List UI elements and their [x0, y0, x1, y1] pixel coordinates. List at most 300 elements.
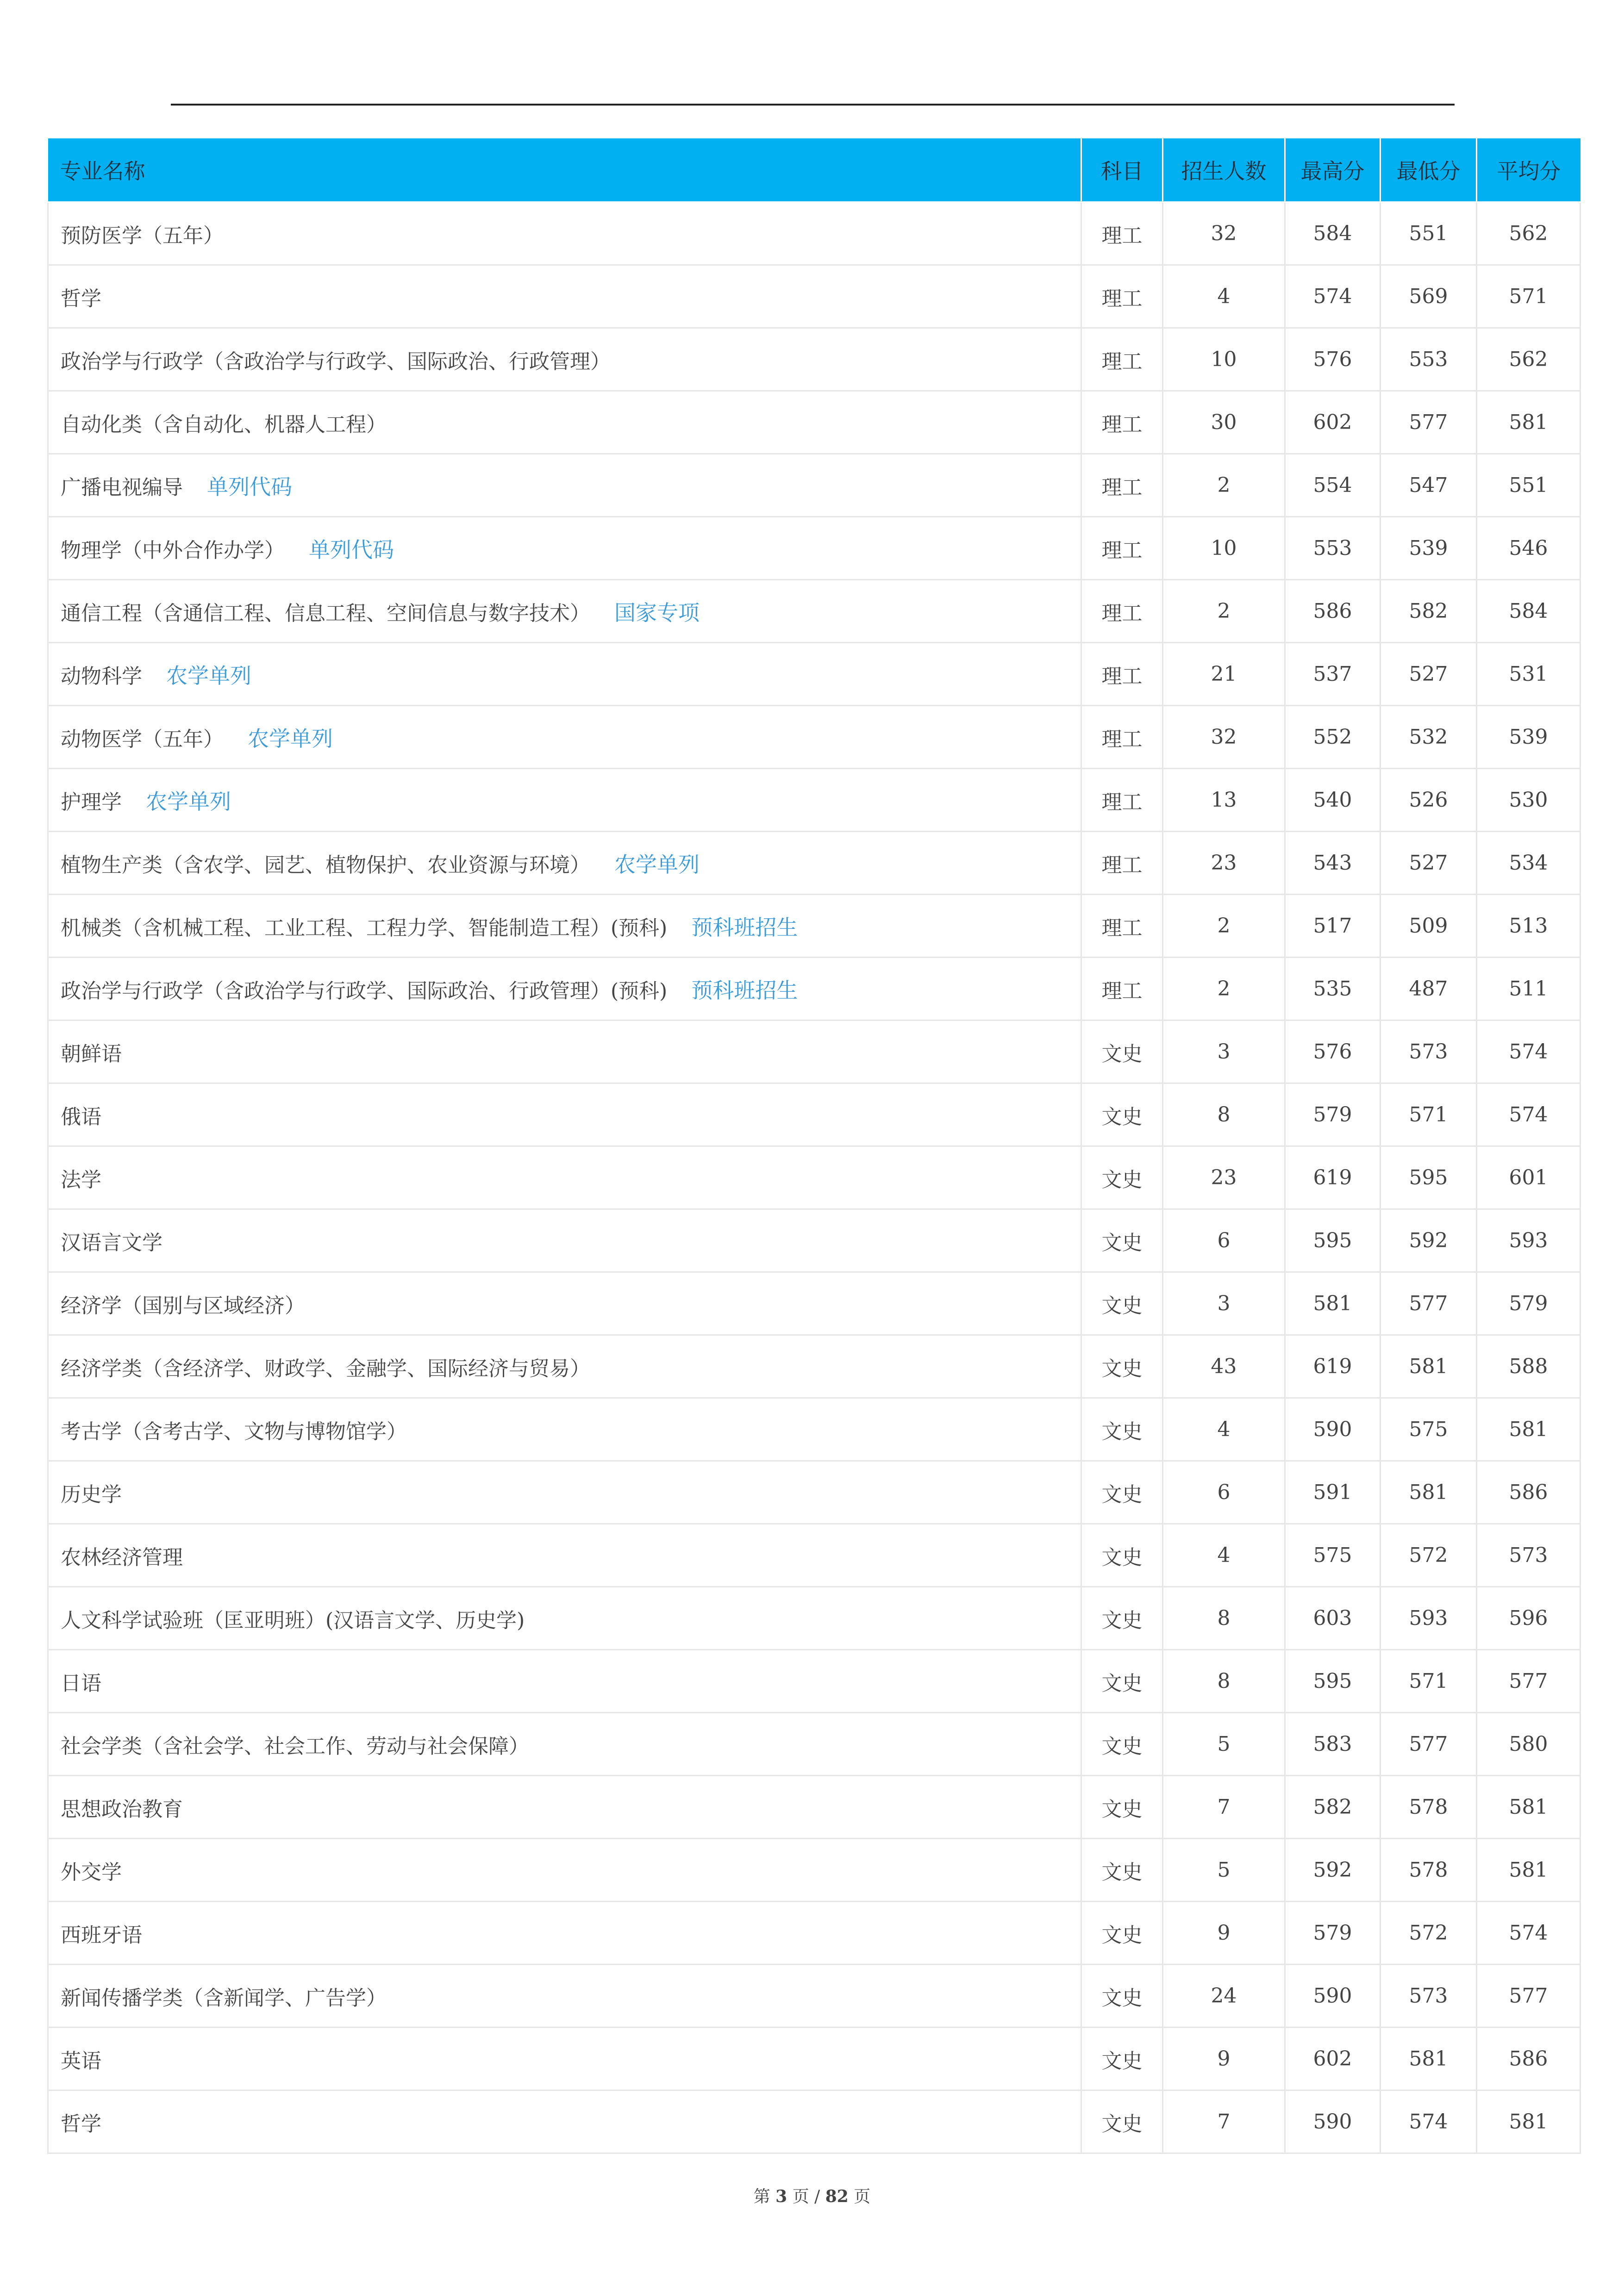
table-row: [48, 1713, 1580, 1776]
col-header-enrollment: 招生人数: [1163, 138, 1285, 202]
avg-score-cell: [1477, 1776, 1580, 1839]
subject-cell: [1081, 517, 1163, 580]
avg-score-cell: [1477, 1650, 1580, 1713]
major-name-cell-text: 新闻传播学类（含新闻学、广告学）: [61, 1986, 387, 2010]
major-name-cell: [48, 517, 1081, 580]
max-score-cell: [1285, 1776, 1380, 1839]
max-score-cell: [1285, 1461, 1380, 1524]
max-score-cell-text: 517: [1313, 914, 1352, 938]
avg-score-cell-text: 581: [1509, 1795, 1548, 1819]
enrollment-cell: [1163, 1272, 1285, 1335]
major-name-cell: [48, 706, 1081, 769]
enrollment-type-tag: 单列代码: [309, 537, 394, 562]
subject-cell-text: 理工: [1101, 538, 1143, 562]
max-score-cell-text: 554: [1313, 473, 1352, 497]
max-score-cell: [1285, 958, 1380, 1020]
min-score-cell: [1380, 2028, 1477, 2091]
table-row: [48, 2028, 1580, 2091]
major-name-cell: [48, 958, 1081, 1020]
subject-cell-text: 理工: [1101, 664, 1143, 688]
major-name-cell-text: 政治学与行政学（含政治学与行政学、国际政治、行政管理）: [61, 349, 611, 373]
max-score-cell: [1285, 1398, 1380, 1461]
max-score-cell-text: 579: [1313, 1921, 1352, 1945]
avg-score-cell: [1477, 1209, 1580, 1272]
min-score-cell-text: 571: [1409, 1669, 1448, 1693]
min-score-cell-text: 593: [1409, 1606, 1448, 1630]
avg-score-cell-text: 588: [1509, 1355, 1548, 1378]
subject-cell-text: 文史: [1101, 1545, 1143, 1569]
enrollment-cell-text: 8: [1217, 1606, 1230, 1630]
max-score-cell-text: 602: [1313, 2047, 1352, 2071]
major-name-cell-text: 朝鲜语: [61, 1042, 122, 1066]
max-score-cell-text: 575: [1313, 1543, 1352, 1567]
major-name-cell: [48, 2091, 1081, 2153]
table-row: [48, 1020, 1580, 1083]
max-score-cell: [1285, 2091, 1380, 2153]
major-name-cell-text: 自动化类（含自动化、机器人工程）: [61, 412, 387, 436]
enrollment-cell: [1163, 202, 1285, 265]
avg-score-cell-text: 562: [1509, 222, 1548, 245]
max-score-cell: [1285, 832, 1380, 895]
min-score-cell: [1380, 1335, 1477, 1398]
avg-score-cell-text: 581: [1509, 411, 1548, 434]
major-name-cell-text: 动物科学: [61, 664, 142, 688]
max-score-cell: [1285, 1587, 1380, 1650]
table-row: [48, 706, 1580, 769]
major-name-cell: [48, 769, 1081, 832]
max-score-cell-text: 595: [1313, 1229, 1352, 1252]
subject-cell-text: 文史: [1101, 1042, 1143, 1066]
enrollment-cell-text: 2: [1217, 914, 1230, 938]
avg-score-cell-text: 584: [1509, 599, 1548, 623]
table-row: [48, 1776, 1580, 1839]
major-name-cell-text: 机械类（含机械工程、工业工程、工程力学、智能制造工程）(预科): [61, 916, 668, 940]
enrollment-cell: [1163, 580, 1285, 643]
avg-score-cell-text: 551: [1509, 473, 1548, 497]
major-name-cell-text: 植物生产类（含农学、园艺、植物保护、农业资源与环境）: [61, 853, 590, 877]
major-name-cell-text: 人文科学试验班（匡亚明班）(汉语言文学、历史学): [61, 1608, 525, 1632]
enrollment-cell: [1163, 1146, 1285, 1209]
avg-score-cell: [1477, 2091, 1580, 2153]
max-score-cell-text: 576: [1313, 348, 1352, 371]
max-score-cell-text: 543: [1313, 851, 1352, 875]
avg-score-cell-text: 577: [1509, 1984, 1548, 2008]
avg-score-cell: [1477, 832, 1580, 895]
min-score-cell: [1380, 1524, 1477, 1587]
enrollment-cell: [1163, 1839, 1285, 1902]
avg-score-cell-text: 534: [1509, 851, 1548, 875]
subject-cell-text: 文史: [1101, 1356, 1143, 1381]
min-score-cell-text: 581: [1409, 1355, 1448, 1378]
subject-cell: [1081, 1650, 1163, 1713]
enrollment-cell: [1163, 1650, 1285, 1713]
major-name-cell: [48, 2028, 1081, 2091]
avg-score-cell: [1477, 706, 1580, 769]
major-name-cell: [48, 1335, 1081, 1398]
subject-cell: [1081, 1335, 1163, 1398]
min-score-cell-text: 551: [1409, 222, 1448, 245]
min-score-cell: [1380, 1713, 1477, 1776]
min-score-cell: [1380, 1398, 1477, 1461]
max-score-cell: [1285, 517, 1380, 580]
min-score-cell: [1380, 769, 1477, 832]
avg-score-cell-text: 586: [1509, 2047, 1548, 2071]
table-row: [48, 1272, 1580, 1335]
avg-score-cell: [1477, 895, 1580, 958]
min-score-cell: [1380, 706, 1477, 769]
subject-cell-text: 文史: [1101, 1860, 1143, 1884]
max-score-cell-text: 586: [1313, 599, 1352, 623]
table-row: [48, 454, 1580, 517]
subject-cell: [1081, 1776, 1163, 1839]
max-score-cell: [1285, 1335, 1380, 1398]
major-name-cell-text: 哲学: [61, 2112, 101, 2136]
subject-cell-text: 理工: [1101, 224, 1143, 248]
avg-score-cell-text: 531: [1509, 662, 1548, 686]
avg-score-cell: [1477, 769, 1580, 832]
max-score-cell-text: 602: [1313, 411, 1352, 434]
subject-cell: [1081, 643, 1163, 706]
subject-cell-text: 文史: [1101, 2049, 1143, 2073]
min-score-cell-text: 582: [1409, 599, 1448, 623]
subject-cell-text: 理工: [1101, 286, 1143, 311]
enrollment-cell-text: 9: [1217, 2047, 1230, 2071]
max-score-cell: [1285, 1272, 1380, 1335]
subject-cell-text: 理工: [1101, 916, 1143, 940]
avg-score-cell: [1477, 2028, 1580, 2091]
table-header-row: [48, 138, 1580, 202]
subject-cell: [1081, 1524, 1163, 1587]
major-name-cell: [48, 1146, 1081, 1209]
min-score-cell: [1380, 643, 1477, 706]
major-name-cell: [48, 1902, 1081, 1965]
enrollment-cell-text: 23: [1211, 1166, 1237, 1189]
subject-cell: [1081, 958, 1163, 1020]
min-score-cell-text: 578: [1409, 1795, 1448, 1819]
enrollment-cell-text: 7: [1217, 2110, 1230, 2134]
enrollment-cell-text: 2: [1217, 473, 1230, 497]
min-score-cell-text: 527: [1409, 662, 1448, 686]
max-score-cell: [1285, 1839, 1380, 1902]
major-name-cell: [48, 832, 1081, 895]
major-name-cell: [48, 1839, 1081, 1902]
table-row: [48, 265, 1580, 328]
subject-cell: [1081, 1713, 1163, 1776]
enrollment-cell-text: 7: [1217, 1795, 1230, 1819]
max-score-cell: [1285, 895, 1380, 958]
min-score-cell-text: 575: [1409, 1418, 1448, 1441]
col-header-max-score: 最高分: [1285, 138, 1380, 202]
max-score-cell-text: 590: [1313, 1418, 1352, 1441]
major-name-cell: [48, 454, 1081, 517]
enrollment-cell: [1163, 2028, 1285, 2091]
enrollment-cell: [1163, 1020, 1285, 1083]
table-row: [48, 2091, 1580, 2153]
table-row: [48, 391, 1580, 454]
enrollment-type-tag: 预科班招生: [691, 977, 798, 1003]
enrollment-cell: [1163, 391, 1285, 454]
max-score-cell-text: 591: [1313, 1481, 1352, 1504]
max-score-cell-text: 535: [1313, 977, 1352, 1001]
min-score-cell-text: 572: [1409, 1543, 1448, 1567]
major-name-cell: [48, 1209, 1081, 1272]
major-name-cell: [48, 1398, 1081, 1461]
table-row: [48, 1461, 1580, 1524]
avg-score-cell-text: 574: [1509, 1921, 1548, 1945]
avg-score-cell-text: 573: [1509, 1543, 1548, 1567]
avg-score-cell-text: 574: [1509, 1040, 1548, 1064]
max-score-cell: [1285, 1083, 1380, 1146]
subject-cell: [1081, 1965, 1163, 2028]
subject-cell-text: 文史: [1101, 1231, 1143, 1255]
page-footer: [0, 2184, 1624, 2207]
min-score-cell-text: 577: [1409, 1732, 1448, 1756]
major-name-cell: [48, 1020, 1081, 1083]
subject-cell: [1081, 1209, 1163, 1272]
min-score-cell: [1380, 1020, 1477, 1083]
min-score-cell: [1380, 1209, 1477, 1272]
col-header-avg-score: 平均分: [1477, 138, 1580, 202]
enrollment-cell-text: 3: [1217, 1292, 1230, 1315]
table-row: [48, 1209, 1580, 1272]
subject-cell: [1081, 769, 1163, 832]
avg-score-cell: [1477, 1083, 1580, 1146]
enrollment-cell: [1163, 1587, 1285, 1650]
subject-cell: [1081, 580, 1163, 643]
min-score-cell: [1380, 1902, 1477, 1965]
enrollment-type-tag: 农学单列: [248, 726, 333, 751]
enrollment-cell-text: 43: [1211, 1355, 1237, 1378]
major-name-cell-text: 社会学类（含社会学、社会工作、劳动与社会保障）: [61, 1734, 529, 1758]
enrollment-cell: [1163, 328, 1285, 391]
enrollment-type-tag: 国家专项: [614, 600, 700, 625]
enrollment-cell-text: 21: [1211, 662, 1237, 686]
table-row: [48, 1587, 1580, 1650]
table-row: [48, 1146, 1580, 1209]
subject-cell: [1081, 895, 1163, 958]
avg-score-cell-text: 581: [1509, 2110, 1548, 2134]
min-score-cell-text: 581: [1409, 1481, 1448, 1504]
max-score-cell-text: 574: [1313, 285, 1352, 308]
min-score-cell-text: 569: [1409, 285, 1448, 308]
major-name-cell: [48, 328, 1081, 391]
enrollment-cell: [1163, 1398, 1285, 1461]
enrollment-cell-text: 32: [1211, 725, 1237, 749]
max-score-cell: [1285, 580, 1380, 643]
subject-cell-text: 文史: [1101, 2112, 1143, 2136]
col-header-min-score: 最低分: [1380, 138, 1477, 202]
min-score-cell: [1380, 2091, 1477, 2153]
header-rule: [171, 104, 1455, 106]
min-score-cell-text: 527: [1409, 851, 1448, 875]
avg-score-cell-text: 513: [1509, 914, 1548, 938]
subject-cell: [1081, 1083, 1163, 1146]
enrollment-type-tag: 预科班招生: [691, 915, 798, 940]
min-score-cell: [1380, 1587, 1477, 1650]
min-score-cell-text: 509: [1409, 914, 1448, 938]
max-score-cell-text: 583: [1313, 1732, 1352, 1756]
table-row: [48, 1650, 1580, 1713]
enrollment-cell: [1163, 1776, 1285, 1839]
min-score-cell: [1380, 580, 1477, 643]
major-name-cell-text: 法学: [61, 1168, 101, 1192]
max-score-cell: [1285, 265, 1380, 328]
max-score-cell-text: 540: [1313, 788, 1352, 812]
major-name-cell-text: 政治学与行政学（含政治学与行政学、国际政治、行政管理）(预科): [61, 979, 668, 1003]
subject-cell-text: 文史: [1101, 1294, 1143, 1318]
enrollment-cell: [1163, 1713, 1285, 1776]
avg-score-cell-text: 586: [1509, 1481, 1548, 1504]
table-row: [48, 895, 1580, 958]
enrollment-type-tag: 农学单列: [166, 663, 251, 688]
enrollment-cell-text: 2: [1217, 977, 1230, 1001]
subject-cell: [1081, 391, 1163, 454]
enrollment-cell-text: 10: [1211, 348, 1237, 371]
subject-cell-text: 文史: [1101, 1105, 1143, 1129]
min-score-cell-text: 574: [1409, 2110, 1448, 2134]
table-row: [48, 1965, 1580, 2028]
major-name-cell: [48, 202, 1081, 265]
min-score-cell: [1380, 832, 1477, 895]
min-score-cell-text: 577: [1409, 411, 1448, 434]
enrollment-cell-text: 4: [1217, 285, 1230, 308]
enrollment-cell: [1163, 832, 1285, 895]
max-score-cell-text: 579: [1313, 1103, 1352, 1126]
major-name-cell-text: 动物医学（五年）: [61, 727, 224, 751]
major-name-cell: [48, 391, 1081, 454]
table-row: [48, 1524, 1580, 1587]
min-score-cell: [1380, 1650, 1477, 1713]
max-score-cell: [1285, 2028, 1380, 2091]
min-score-cell: [1380, 328, 1477, 391]
max-score-cell: [1285, 1713, 1380, 1776]
max-score-cell-text: 582: [1313, 1795, 1352, 1819]
subject-cell: [1081, 832, 1163, 895]
table-row: [48, 517, 1580, 580]
max-score-cell: [1285, 328, 1380, 391]
table-row: [48, 958, 1580, 1020]
subject-cell-text: 文史: [1101, 1797, 1143, 1821]
enrollment-cell-text: 8: [1217, 1103, 1230, 1126]
max-score-cell-text: 552: [1313, 725, 1352, 749]
avg-score-cell: [1477, 265, 1580, 328]
max-score-cell-text: 581: [1313, 1292, 1352, 1315]
avg-score-cell-text: 574: [1509, 1103, 1548, 1126]
enrollment-cell: [1163, 1461, 1285, 1524]
max-score-cell-text: 576: [1313, 1040, 1352, 1064]
enrollment-type-tag: 单列代码: [207, 474, 292, 499]
min-score-cell: [1380, 1965, 1477, 2028]
avg-score-cell: [1477, 1272, 1580, 1335]
min-score-cell: [1380, 1083, 1477, 1146]
enrollment-cell: [1163, 706, 1285, 769]
max-score-cell-text: 590: [1313, 2110, 1352, 2134]
major-name-cell-text: 经济学（国别与区域经济）: [61, 1294, 305, 1318]
max-score-cell: [1285, 1965, 1380, 2028]
min-score-cell: [1380, 454, 1477, 517]
max-score-cell: [1285, 391, 1380, 454]
enrollment-cell-text: 6: [1217, 1481, 1230, 1504]
major-name-cell: [48, 895, 1081, 958]
major-name-cell: [48, 1524, 1081, 1587]
footer-suffix: 页: [854, 2187, 871, 2206]
subject-cell-text: 理工: [1101, 349, 1143, 373]
min-score-cell-text: 578: [1409, 1858, 1448, 1882]
subject-cell-text: 文史: [1101, 1419, 1143, 1444]
subject-cell: [1081, 1020, 1163, 1083]
subject-cell-text: 理工: [1101, 727, 1143, 751]
enrollment-cell-text: 8: [1217, 1669, 1230, 1693]
enrollment-cell-text: 4: [1217, 1543, 1230, 1567]
enrollment-cell-text: 32: [1211, 222, 1237, 245]
subject-cell: [1081, 1902, 1163, 1965]
table-row: [48, 328, 1580, 391]
max-score-cell: [1285, 1209, 1380, 1272]
enrollment-cell-text: 24: [1211, 1984, 1237, 2008]
subject-cell-text: 文史: [1101, 1734, 1143, 1758]
table-row: [48, 1335, 1580, 1398]
subject-cell-text: 文史: [1101, 1923, 1143, 1947]
avg-score-cell-text: 571: [1509, 285, 1548, 308]
table-row: [48, 769, 1580, 832]
subject-cell: [1081, 1272, 1163, 1335]
enrollment-cell-text: 5: [1217, 1732, 1230, 1756]
major-name-cell-text: 农林经济管理: [61, 1545, 183, 1569]
major-name-cell-text: 哲学: [61, 286, 101, 311]
min-score-cell-text: 553: [1409, 348, 1448, 371]
enrollment-cell-text: 30: [1211, 411, 1237, 434]
table-row: [48, 1902, 1580, 1965]
major-name-cell: [48, 1650, 1081, 1713]
enrollment-cell-text: 9: [1217, 1921, 1230, 1945]
min-score-cell-text: 577: [1409, 1292, 1448, 1315]
subject-cell: [1081, 454, 1163, 517]
major-name-cell-text: 物理学（中外合作办学）: [61, 538, 285, 562]
avg-score-cell-text: 593: [1509, 1229, 1548, 1252]
max-score-cell: [1285, 769, 1380, 832]
major-name-cell: [48, 1587, 1081, 1650]
avg-score-cell: [1477, 643, 1580, 706]
min-score-cell: [1380, 265, 1477, 328]
enrollment-cell-text: 5: [1217, 1858, 1230, 1882]
enrollment-cell: [1163, 1335, 1285, 1398]
table-row: [48, 1083, 1580, 1146]
avg-score-cell-text: 601: [1509, 1166, 1548, 1189]
avg-score-cell: [1477, 202, 1580, 265]
subject-cell: [1081, 2028, 1163, 2091]
table-row: [48, 202, 1580, 265]
avg-score-cell: [1477, 1713, 1580, 1776]
max-score-cell: [1285, 1146, 1380, 1209]
avg-score-cell-text: 581: [1509, 1858, 1548, 1882]
min-score-cell: [1380, 1461, 1477, 1524]
enrollment-type-tag: 农学单列: [614, 852, 700, 877]
major-name-cell-text: 俄语: [61, 1105, 101, 1129]
subject-cell: [1081, 706, 1163, 769]
max-score-cell: [1285, 454, 1380, 517]
major-name-cell-text: 西班牙语: [61, 1923, 142, 1947]
major-name-cell-text: 英语: [61, 2049, 101, 2073]
major-name-cell: [48, 1776, 1081, 1839]
major-name-cell: [48, 580, 1081, 643]
avg-score-cell: [1477, 1965, 1580, 2028]
table-row: [48, 832, 1580, 895]
min-score-cell-text: 595: [1409, 1166, 1448, 1189]
enrollment-cell-text: 6: [1217, 1229, 1230, 1252]
avg-score-cell-text: 580: [1509, 1732, 1548, 1756]
avg-score-cell-text: 546: [1509, 536, 1548, 560]
enrollment-cell-text: 3: [1217, 1040, 1230, 1064]
